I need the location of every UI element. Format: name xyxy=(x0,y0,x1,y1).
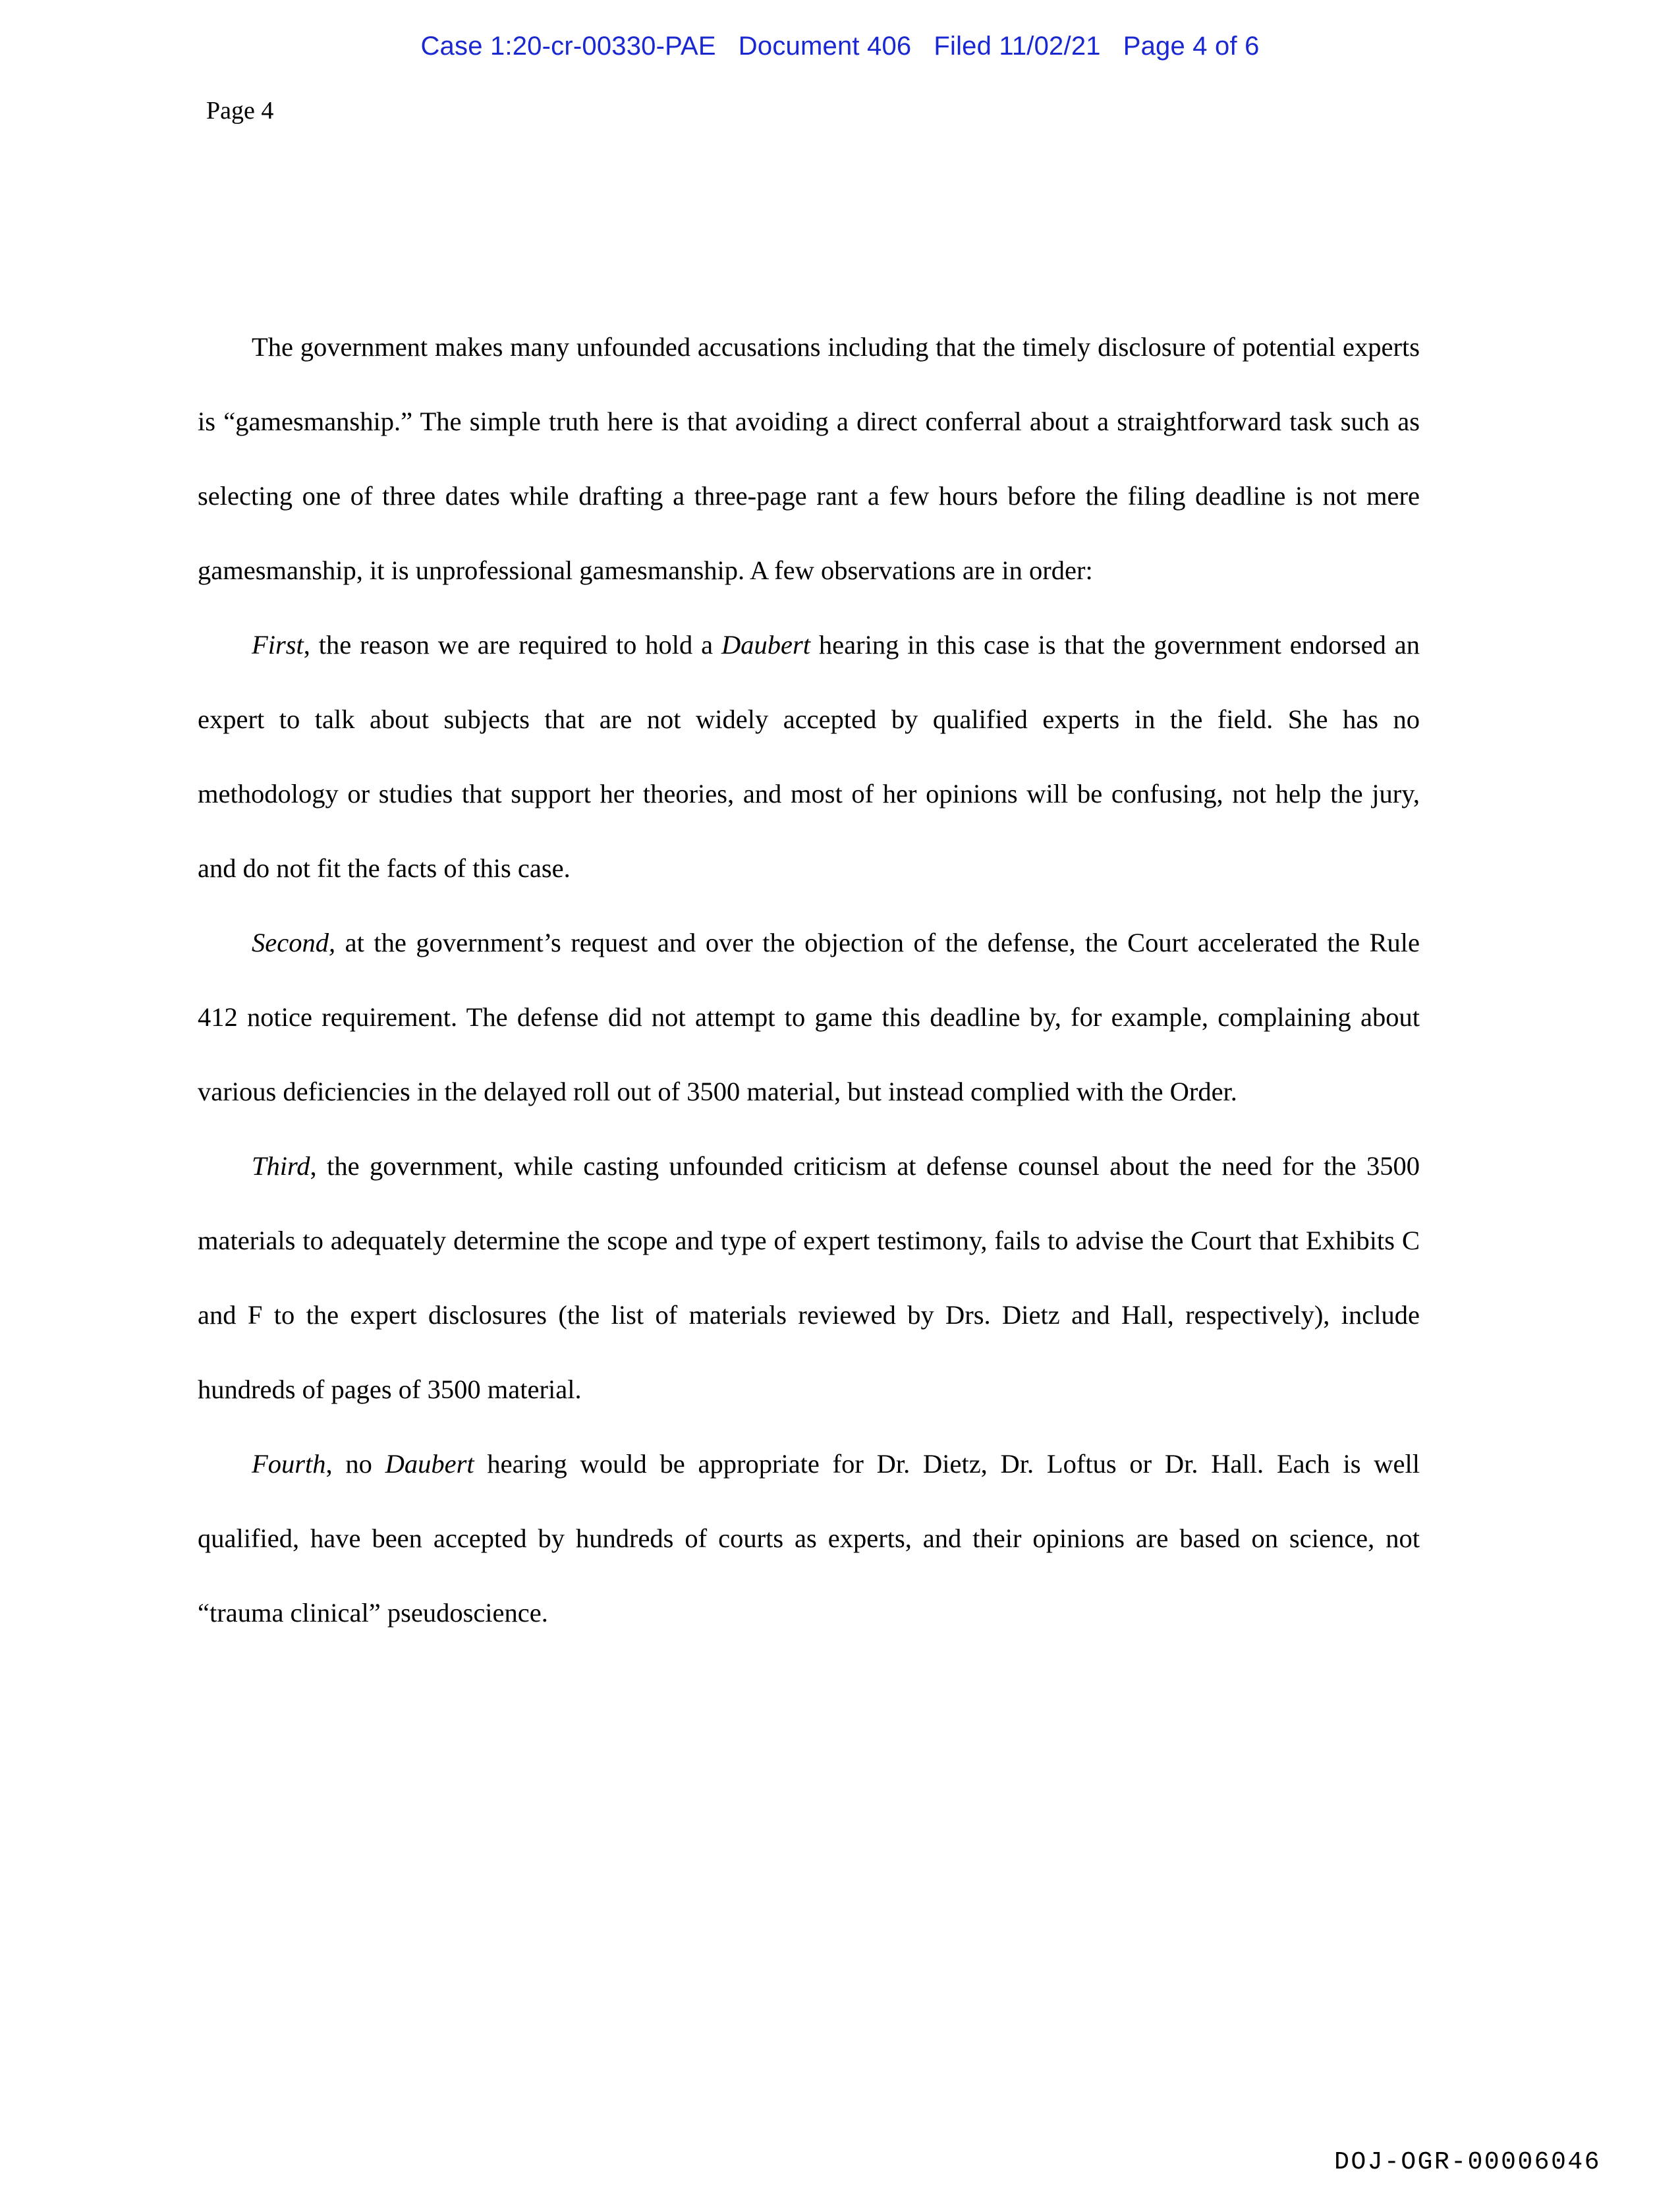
document-body xyxy=(198,310,1420,1650)
paragraph-fourth-text-b: hearing would be appropriate for Dr. Dietz, Dr. Loftus or Dr. Hall. Each is well qualified, have been accepted by hundreds of courts as experts, and their opinions are based on science, not “trauma clinical” pseudoscience. xyxy=(198,1449,1420,1628)
paragraph-first-text-b: hearing in this case is that the government endorsed an expert to talk about subjects that are not widely accepted by qualified experts in the field. She has no methodology or studies that support her theories, and most of her opinions will be confusing, not help the jury, and do not fit the facts of this case. xyxy=(198,630,1420,883)
paragraph-first-text-a: , the reason we are required to hold a xyxy=(303,630,722,660)
ecf-page-number: Page 4 of 6 xyxy=(1123,32,1260,61)
daubert-italic: Daubert xyxy=(721,630,811,660)
paragraph-first-lead: First xyxy=(252,630,304,660)
bates-number: DOJ-OGR-00006046 xyxy=(1334,2148,1601,2176)
paragraph-second-lead: Second, xyxy=(252,928,336,957)
paragraph-first xyxy=(198,608,1420,905)
paragraph-fourth-text-a: , no xyxy=(325,1449,385,1479)
paragraph-second-text: at the government’s request and over the objection of the defense, the Court accelerated the Rule 412 notice requirement. The defense did not attempt to game this deadline by, for example, complaining about various deficiencies in the delayed roll out of 3500 material, but instead complied with the Order. xyxy=(198,928,1420,1106)
paragraph-fourth xyxy=(198,1427,1420,1650)
paragraph-third-lead: Third xyxy=(252,1151,310,1181)
ecf-document-number: Document 406 xyxy=(738,32,912,61)
paragraph-fourth-lead: Fourth xyxy=(252,1449,326,1479)
paragraph-third xyxy=(198,1129,1420,1427)
daubert-italic: Daubert xyxy=(385,1449,474,1479)
page-label: Page 4 xyxy=(206,97,274,125)
paragraph-intro: The government makes many unfounded accusations including that the timely disclosure of potential experts is “gamesmanship.” The simple truth here is that avoiding a direct conferral about a straightforward task such as selecting one of three dates while drafting a three-page rant a few hours before the filing deadline is not mere gamesmanship, it is unprofessional gamesmanship. A few observations are in order: xyxy=(198,332,1420,585)
paragraph-third-text: , the government, while casting unfounded criticism at defense counsel about the need for the 3500 materials to adequately determine the scope and type of expert testimony, fails to advise the Court that Exhibits C and F to the expert disclosures (the list of materials reviewed by Drs. Dietz and Hall, respectively), include hundreds of pages of 3500 material. xyxy=(198,1151,1420,1404)
ecf-header-stamp xyxy=(0,32,1680,61)
ecf-case-number: Case 1:20-cr-00330-PAE xyxy=(420,32,716,61)
paragraph-second xyxy=(198,905,1420,1129)
ecf-filed-date: Filed 11/02/21 xyxy=(934,32,1101,61)
